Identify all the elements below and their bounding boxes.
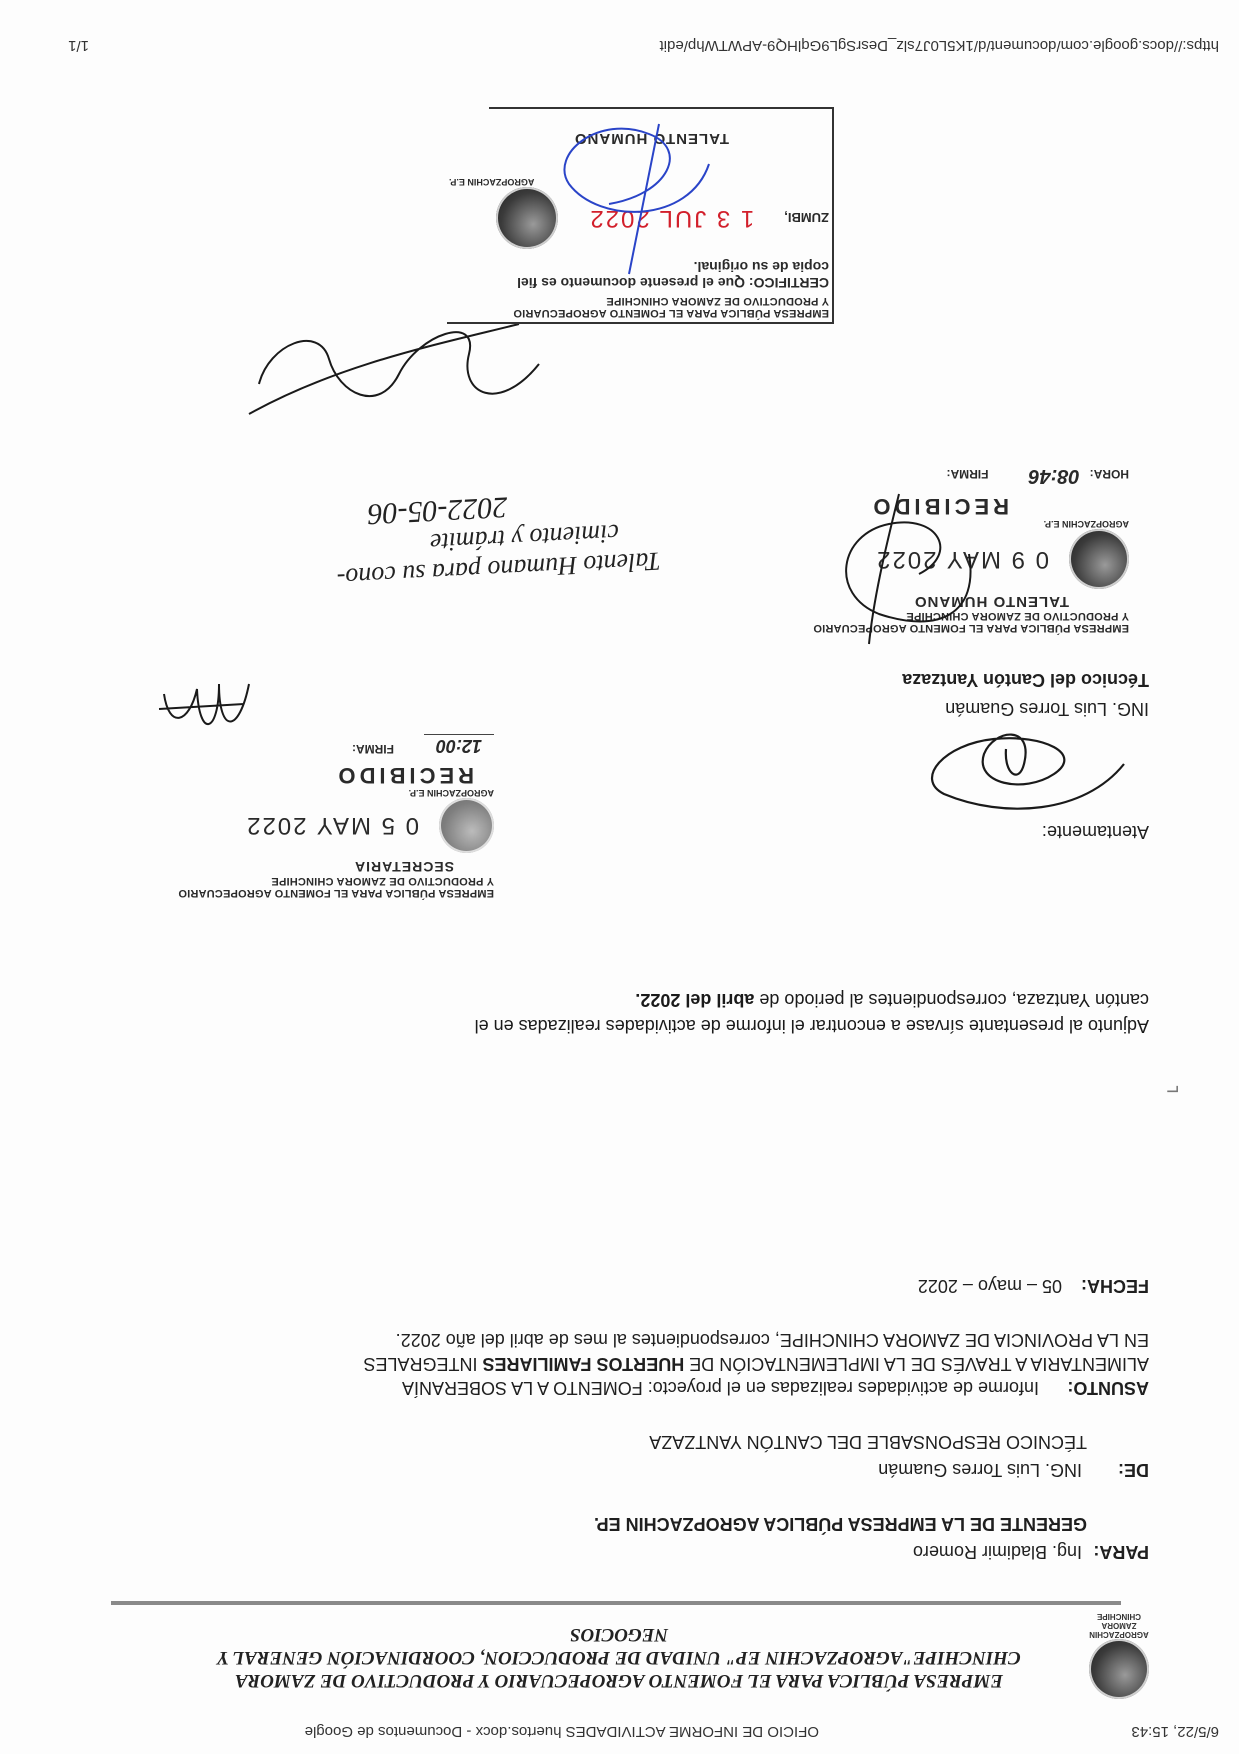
closing-text: Atentamente:	[1041, 822, 1149, 842]
asunto-line-1: Informe de actividades realizadas en el proyecto: FOMENTO A LA SOBERANÍA	[402, 1378, 1039, 1398]
stamp-secretaria-recv: RECIBIDO	[334, 763, 474, 788]
letterhead-logo-block	[1079, 1612, 1159, 1699]
print-datetime: 6/5/22, 15:43	[1131, 1723, 1219, 1740]
letterhead-title	[179, 1623, 1059, 1692]
blue-ink-signature-icon	[519, 84, 749, 284]
stamp-secretaria-date: 0 5 MAY 2022	[245, 812, 419, 840]
stamp-secretaria-inst-1: EMPRESA PÚBLICA PARA EL FOMENTO AGROPECUARIO	[178, 887, 494, 899]
stamp-secretaria-inst-2: Y PRODUCTIVO DE ZAMORA CHINCHIPE	[271, 875, 494, 887]
stamp-talento-1-inst-2: Y PRODUCTIVO DE ZAMORA CHINCHIPE	[906, 610, 1129, 622]
body-paragraph	[89, 987, 1149, 1039]
body-line-1: Adjunto al presentante sírvase a encontrar el informe de actividades realizadas en el	[474, 1016, 1149, 1036]
handwritten-note-line-2: cimiento y trámite	[429, 518, 620, 558]
asunto-label: ASUNTO:	[1067, 1378, 1149, 1398]
asunto-line-2-c: INTEGRALES	[363, 1354, 478, 1374]
print-url: https://docs.google.com/document/d/1K5L0J7slz_DesrSgL9GqlHQ9-APWTWhp/edit	[659, 37, 1219, 54]
asunto-line-2	[89, 1352, 1149, 1376]
fecha-label: FECHA:	[1081, 1276, 1149, 1296]
de-label: DE:	[1118, 1460, 1149, 1480]
stamp-secretaria	[154, 734, 494, 899]
stamp-secretaria-hora-value: 12:00	[424, 734, 494, 756]
stamp-talento-1-inst-1: EMPRESA PÚBLICA PARA EL FOMENTO AGROPECUARIO	[813, 622, 1129, 634]
stamp-talento-2-logo-caption: AGROPZACHIN E.P.	[449, 177, 535, 187]
stamp-talento-1-dept: TALENTO HUMANO	[913, 593, 1069, 610]
body-line-2-a: cantón Yantzaza, correspondientes al periodo de	[759, 990, 1149, 1010]
stamp-secretaria-dept: SECRETARIA	[354, 859, 454, 875]
stamp-talento-1-logo-icon	[1069, 529, 1129, 589]
body-line-2-bold: abril del 2022.	[635, 990, 755, 1010]
stamp-talento-2-inst-2: Y PRODUCTIVO DE ZAMORA CHINCHIPE	[606, 295, 829, 307]
signer-signature-icon	[904, 714, 1144, 824]
print-doc-title: OFICIO DE INFORME ACTIVIDADES huertos.docx - Documentos de Google	[304, 1723, 819, 1740]
memo-header	[89, 1274, 1149, 1564]
de-row	[89, 1458, 1149, 1482]
asunto-line-3: EN LA PROVINCIA DE ZAMORA CHINCHIPE, correspondientes al mes de abril del año 2022.	[395, 1330, 1149, 1350]
letterhead-line-2: CHINCHIPE"AGROPZACHIN EP" UNIDAD DE PRODUCCION, COORDINACIÓN GENERAL Y	[217, 1647, 1021, 1668]
stamp-talento-1-date: 0 9 MAY 2022	[875, 546, 1049, 573]
stamp-secretaria-date-row	[154, 798, 494, 853]
para-label: PARA:	[1093, 1542, 1149, 1562]
letterhead-line-1: EMPRESA PÚBLICA PARA EL FOMENTO AGROPECUARIO Y PRODUCTIVO DE ZAMORA	[234, 1670, 1004, 1691]
stamp-talento-1-signature-icon	[779, 474, 999, 654]
margin-mark: ⌐	[1166, 1079, 1179, 1104]
asunto-line-2-bold: HUERTOS FAMILIARES	[482, 1354, 685, 1374]
para-title: GERENTE DE LA EMPRESA PÚBLICA AGROPZACHIN EP.	[593, 1514, 1087, 1534]
stamp-secretaria-signature-icon	[149, 664, 259, 744]
logo-caption-2: ZAMORA CHINCHIPE	[1097, 1612, 1142, 1630]
de-name: ING. Luis Torres Guamán	[878, 1460, 1082, 1480]
asunto-row	[89, 1376, 1149, 1400]
letterhead-line-3: NEGOCIOS	[569, 1624, 669, 1645]
stamp-talento-2-zumbi: ZUMBI,	[784, 210, 829, 226]
stamp-talento-1-hora-value: 08:46	[1028, 465, 1080, 487]
fecha-value: 05 – mayo – 2022	[917, 1276, 1062, 1296]
stamp-talento-2-inst-1: EMPRESA PÚBLICA PARA EL FOMENTO AGROPECUARIO	[513, 307, 829, 319]
stamp-talento-1-recv: RECIBIDO	[869, 494, 1009, 519]
stamp-secretaria-logo-caption: AGROPZACHIN E.P.	[408, 788, 494, 798]
handwritten-note-line-1: Talento Humano para su cono-	[336, 546, 662, 593]
de-title: TÉCNICO RESPONSABLE DEL CANTÓN YANTZAZA	[649, 1432, 1087, 1452]
stamp-talento-2-date: 1 3 JUL 2022	[588, 205, 755, 232]
asunto-line-2-a: ALIMENTARIA A TRAVÉS DE LA IMPLEMENTACIÓN DE	[689, 1354, 1149, 1374]
stamp-secretaria-firma-label: FIRMA:	[351, 742, 394, 756]
stamp-talento-2-dept: TALENTO HUMANO	[573, 130, 729, 147]
fecha-row	[89, 1274, 1149, 1298]
stamp-talento-2-cert-2: copia de su original.	[693, 259, 829, 275]
letterhead-divider	[111, 1601, 1121, 1605]
signer-name: ING. Luis Torres Guamán	[945, 699, 1149, 719]
agropzachin-logo-icon	[1089, 1639, 1149, 1699]
print-page-number: 1/1	[68, 37, 89, 54]
handwritten-note	[333, 482, 662, 593]
stamp-talento-1-firma-label: FIRMA:	[946, 467, 989, 481]
para-name: Ing. Bladimir Romero	[912, 1542, 1082, 1562]
stamp-talento-1-hora-label: HORA:	[1089, 467, 1129, 481]
stamp-secretaria-logo-icon	[439, 798, 494, 853]
body-line-2	[89, 987, 1149, 1013]
logo-caption-1: AGROPZACHIN	[1089, 1630, 1149, 1639]
para-row	[89, 1540, 1149, 1564]
stamp-talento-2-cert-1: CERTIFICO: Que el presente documento es fiel	[517, 275, 829, 291]
handwritten-note-line-3: 2022-05-06	[366, 490, 509, 531]
signer-title: Técnico del Cantón Yantzaza	[902, 670, 1149, 690]
stamp-talento-1-logo-caption: AGROPZACHIN E.P.	[1043, 519, 1129, 529]
